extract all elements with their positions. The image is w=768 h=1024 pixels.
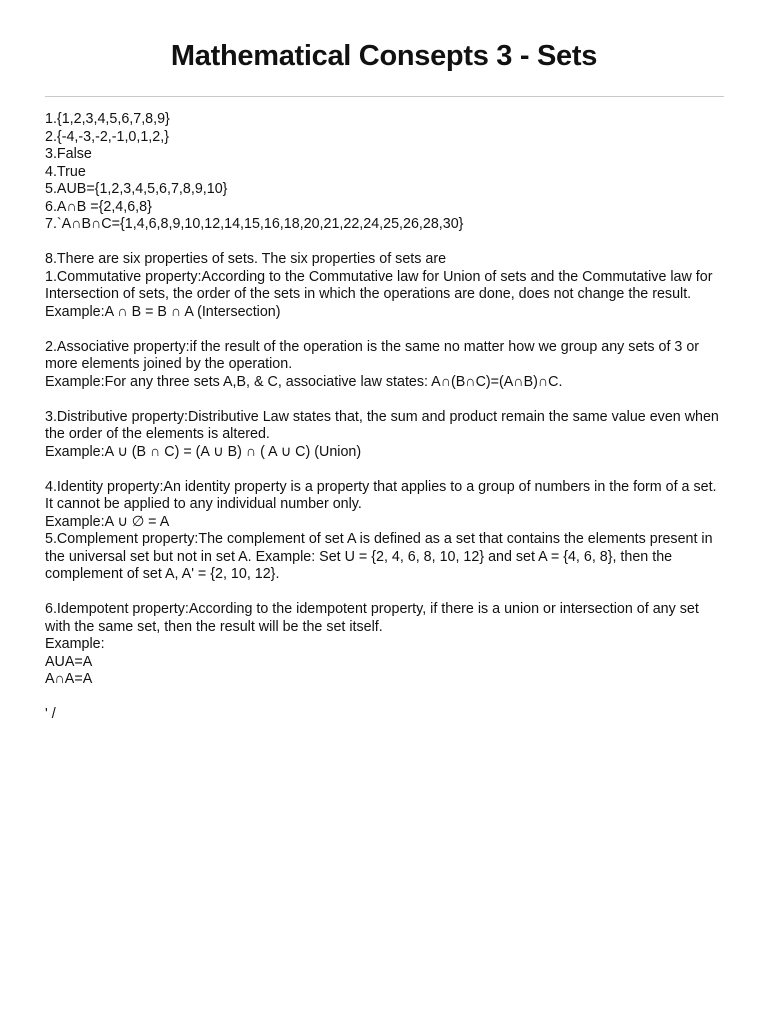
idempotent-property-text: 6.Idempotent property:According to the idempotent property, if there is a union or intersection of any set with the same set, then the result will be the set itself.: [45, 601, 699, 635]
spacer: [45, 584, 725, 602]
associative-property-example: Example:For any three sets A,B, & C, associative law states: A∩(B∩C)=(A∩B)∩C.: [45, 373, 563, 390]
document-body: [45, 111, 725, 724]
answer-3: 3.False: [45, 146, 92, 162]
distributive-property-example: Example:A ∪ (B ∩ C) = (A ∪ B) ∩ ( A ∪ C) (Union): [45, 443, 362, 460]
spacer: [45, 689, 725, 707]
commutative-property-example: Example:A ∩ B = B ∩ A (Intersection): [45, 303, 281, 320]
page-title: Mathematical Consepts 3 - Sets: [170, 40, 598, 72]
idempotent-example-label: Example:: [45, 636, 105, 652]
properties-intro: 8.There are six properties of sets. The six properties of sets are: [45, 251, 447, 267]
spacer: [45, 321, 725, 339]
answer-5: 5.AUB={1,2,3,4,5,6,7,8,9,10}: [45, 181, 228, 197]
spacer: [45, 461, 725, 479]
idempotent-example-union: AUA=A: [45, 653, 93, 670]
answer-4: 4.True: [45, 163, 86, 180]
idempotent-example-intersection: A∩A=A: [45, 671, 93, 687]
answer-1: 1.{1,2,3,4,5,6,7,8,9}: [45, 111, 170, 127]
trailing-mark: ' /: [45, 706, 56, 722]
identity-property-text: 4.Identity property:An identity property is a property that applies to a group of numbers in the form of a set. It cannot be applied to any individual number only.: [45, 478, 717, 512]
spacer: [45, 234, 725, 252]
associative-property-text: 2.Associative property:if the result of the operation is the same no matter how we group any sets of 3 or more elements joined by the operation.: [45, 338, 700, 372]
answer-6: 6.A∩B ={2,4,6,8}: [45, 198, 152, 215]
distributive-property-text: 3.Distributive property:Distributive Law states that, the sum and product remain the same value even when the order of the elements is altered.: [45, 408, 719, 442]
complement-property-text: 5.Complement property:The complement of set A is defined as a set that contains the elements present in the universal set but not in set A. Example: Set U = {2, 4, 6, 8, 10, 12} and set A = {4, 6, 8}, then the complement of set A, A' = {2, 10, 12}.: [45, 531, 713, 582]
title-divider: [45, 96, 724, 97]
answer-2: 2.{-4,-3,-2,-1,0,1,2,}: [45, 128, 169, 145]
commutative-property-text: 1.Commutative property:According to the Commutative law for Union of sets and the Commutative law for Intersection of sets, the order of the sets in which the operations are done, does not change the result.: [45, 268, 713, 302]
spacer: [45, 391, 725, 409]
answer-7: 7.`A∩B∩C={1,4,6,8,9,10,12,14,15,16,18,20,21,22,24,25,26,28,30}: [45, 216, 464, 232]
identity-property-example: Example:A ∪ ∅ = A: [45, 513, 170, 530]
